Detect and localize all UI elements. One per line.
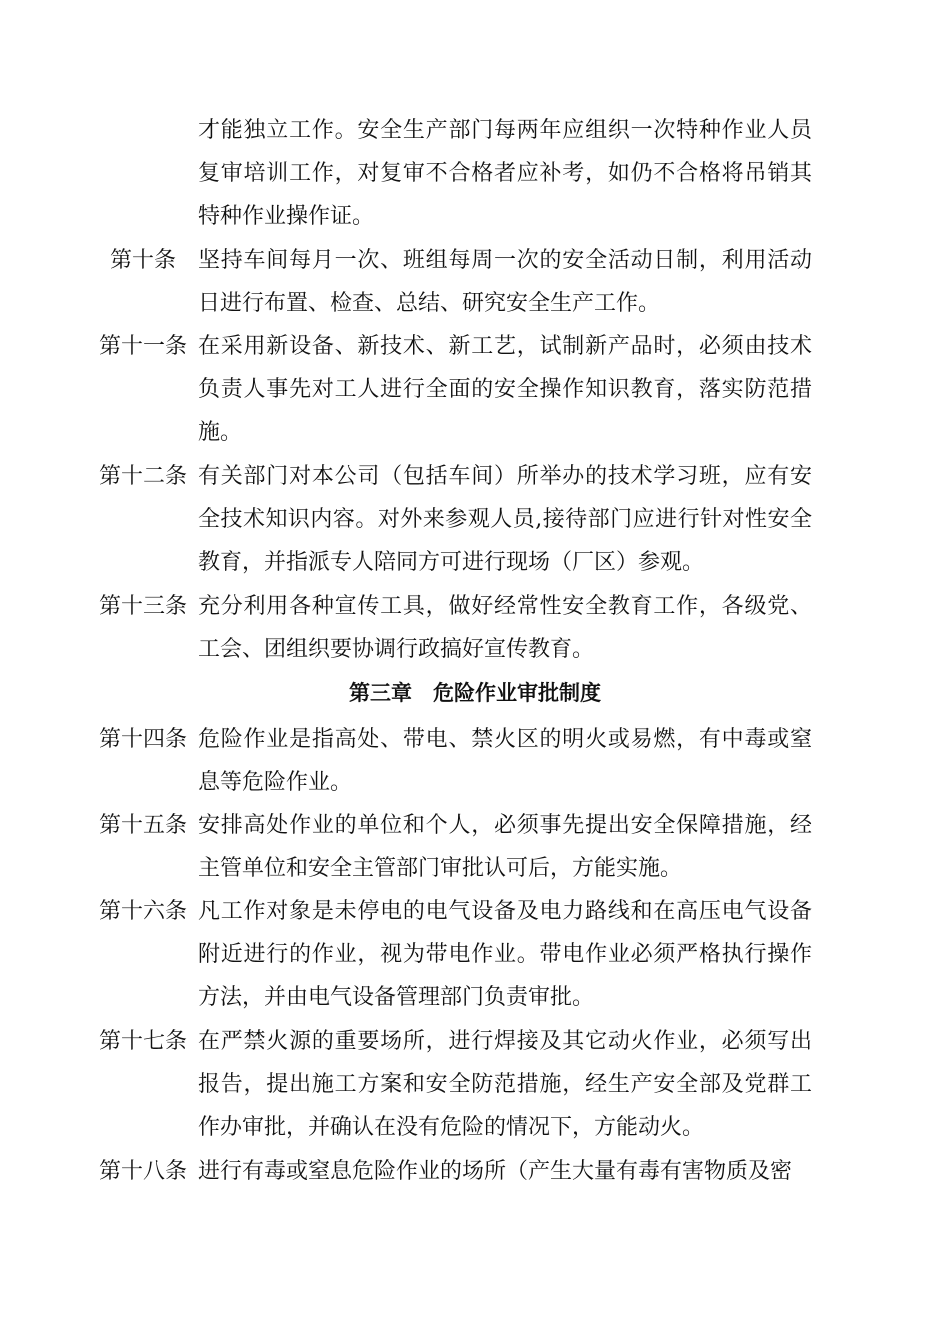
article-label: 第十八条 — [99, 1159, 188, 1184]
article-label: 第十条 — [110, 248, 177, 273]
article-text: 安排高处作业的单位和个人，必须事先提出安全保障措施，经主管单位和安全主管部门审批认可后，方能实施。 — [198, 813, 812, 881]
article-text: 在采用新设备、新技术、新工艺，试制新产品时，必须由技术负责人事先对工人进行全面的安全操作知识教育，落实防范措施。 — [198, 334, 812, 445]
article-text: 进行有毒或窒息危险作业的场所（产生大量有毒有害物质及密 — [198, 1159, 793, 1184]
article-text: 坚持车间每月一次、班组每周一次的安全活动日制，利用活动日进行布置、检查、总结、研究安全生产工作。 — [198, 248, 812, 316]
paragraph-text: 才能独立工作。安全生产部门每两年应组织一次特种作业人员复审培训工作，对复审不合格者应补考，如仍不合格将吊销其特种作业操作证。 — [198, 118, 812, 229]
article-text: 充分利用各种宣传工具，做好经常性安全教育工作，各级党、工会、团组织要协调行政搞好宣传教育。 — [198, 594, 812, 662]
article-label: 第十七条 — [99, 1029, 188, 1054]
article-label: 第十六条 — [99, 899, 188, 924]
article-text: 凡工作对象是未停电的电气设备及电力路线和在高压电气设备附近进行的作业，视为带电作业。带电作业必须严格执行操作方法，并由电气设备管理部门负责审批。 — [198, 899, 812, 1010]
article-text: 有关部门对本公司（包括车间）所举办的技术学习班，应有安全技术知识内容。对外来参观人员,接待部门应进行针对性安全教育，并指派专人陪同方可进行现场（厂区）参观。 — [198, 464, 812, 575]
article-label: 第十五条 — [99, 813, 188, 838]
chapter-title: 第三章 危险作业审批制度 — [349, 681, 601, 705]
article-label: 第十一条 — [99, 334, 188, 359]
article-label: 第十三条 — [99, 594, 188, 619]
article-text: 危险作业是指高处、带电、禁火区的明火或易燃，有中毒或窒息等危险作业。 — [198, 727, 812, 795]
article-text: 在严禁火源的重要场所，进行焊接及其它动火作业，必须写出报告，提出施工方案和安全防范措施，经生产安全部及党群工作办审批，并确认在没有危险的情况下，方能动火。 — [198, 1029, 812, 1140]
article-label: 第十二条 — [99, 464, 188, 489]
article-label: 第十四条 — [99, 727, 188, 752]
